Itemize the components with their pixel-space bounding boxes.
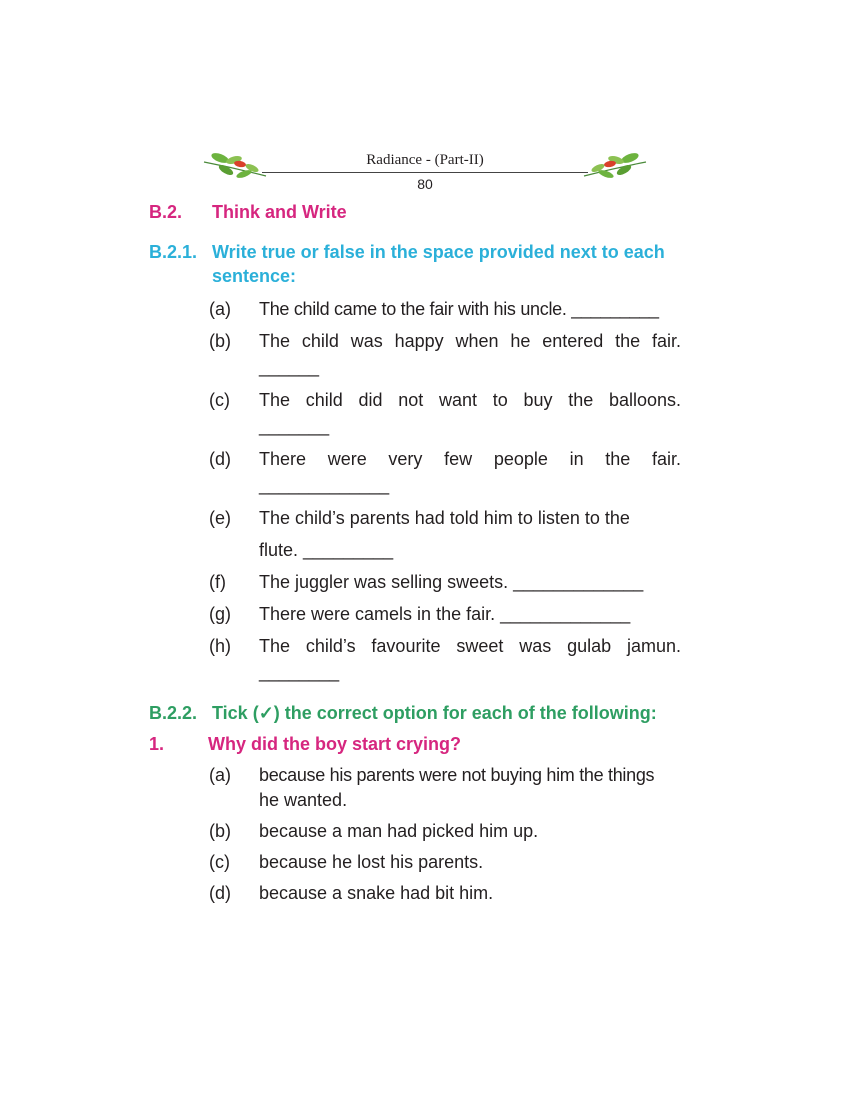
answer-blank[interactable]: _________ xyxy=(303,540,394,560)
item-label: (d) xyxy=(209,449,231,469)
item-text: There were very few people in the fair. xyxy=(259,449,681,469)
item-text: The child was happy when he entered the fair. xyxy=(259,331,681,351)
page-header xyxy=(200,148,650,196)
item-text: The child’s parents had told him to listen to the xyxy=(259,508,630,528)
answer-blank[interactable]: _____________ xyxy=(500,604,631,624)
item-text: The child did not want to buy the balloons. xyxy=(259,390,681,410)
mcq-instruction: Tick (✓) the correct option for each of the following: xyxy=(212,703,657,723)
answer-blank[interactable]: _____________ xyxy=(513,572,644,592)
option-text[interactable]: because a man had picked him up. xyxy=(259,821,539,841)
option-label: (b) xyxy=(209,821,231,841)
option-text-continued[interactable]: he wanted. xyxy=(259,790,348,810)
true-false-number: B.2.1. xyxy=(149,242,198,262)
option-text[interactable]: because his parents were not buying him the things xyxy=(259,765,655,785)
question-text: Why did the boy start crying? xyxy=(208,734,462,754)
answer-blank[interactable]: _________ xyxy=(571,299,659,319)
true-false-item-g xyxy=(259,604,630,625)
item-text: The juggler was selling sweets. xyxy=(259,572,509,592)
option-text[interactable]: because he lost his parents. xyxy=(259,852,484,872)
section-title: Think and Write xyxy=(212,202,347,222)
item-label: (c) xyxy=(209,390,230,410)
page-number: 80 xyxy=(417,176,433,192)
true-false-instruction-line2: sentence: xyxy=(212,266,297,286)
true-false-item-e-line2 xyxy=(259,540,393,561)
option-label: (d) xyxy=(209,883,231,903)
book-title: Radiance - (Part-II) xyxy=(366,152,484,168)
answer-blank[interactable]: _______ xyxy=(259,416,330,436)
true-false-instruction-line1: Write true or false in the space provided next to each xyxy=(212,242,665,262)
answer-blank[interactable]: ________ xyxy=(259,662,340,682)
right-leaf-ornament-icon xyxy=(580,148,650,188)
item-label: (e) xyxy=(209,508,231,528)
item-text: The child came to the fair with his uncle. xyxy=(259,299,567,319)
item-label: (g) xyxy=(209,604,231,624)
answer-blank[interactable]: ______ xyxy=(259,357,320,377)
mcq-number: B.2.2. xyxy=(149,703,198,723)
item-label: (h) xyxy=(209,636,231,656)
true-false-item-a xyxy=(259,299,659,320)
true-false-item-f xyxy=(259,572,643,593)
item-label: (f) xyxy=(209,572,226,592)
item-text: The child’s favourite sweet was gulab jamun. xyxy=(259,636,681,656)
section-number: B.2. xyxy=(149,202,183,222)
item-text: There were camels in the fair. xyxy=(259,604,496,624)
item-label: (a) xyxy=(209,299,231,319)
question-number: 1. xyxy=(149,734,165,754)
item-text-continued: flute. xyxy=(259,540,299,560)
option-text[interactable]: because a snake had bit him. xyxy=(259,883,494,903)
item-label: (b) xyxy=(209,331,231,351)
header-rule xyxy=(262,172,588,173)
option-label: (a) xyxy=(209,765,231,785)
answer-blank[interactable]: _____________ xyxy=(259,475,390,495)
option-label: (c) xyxy=(209,852,230,872)
